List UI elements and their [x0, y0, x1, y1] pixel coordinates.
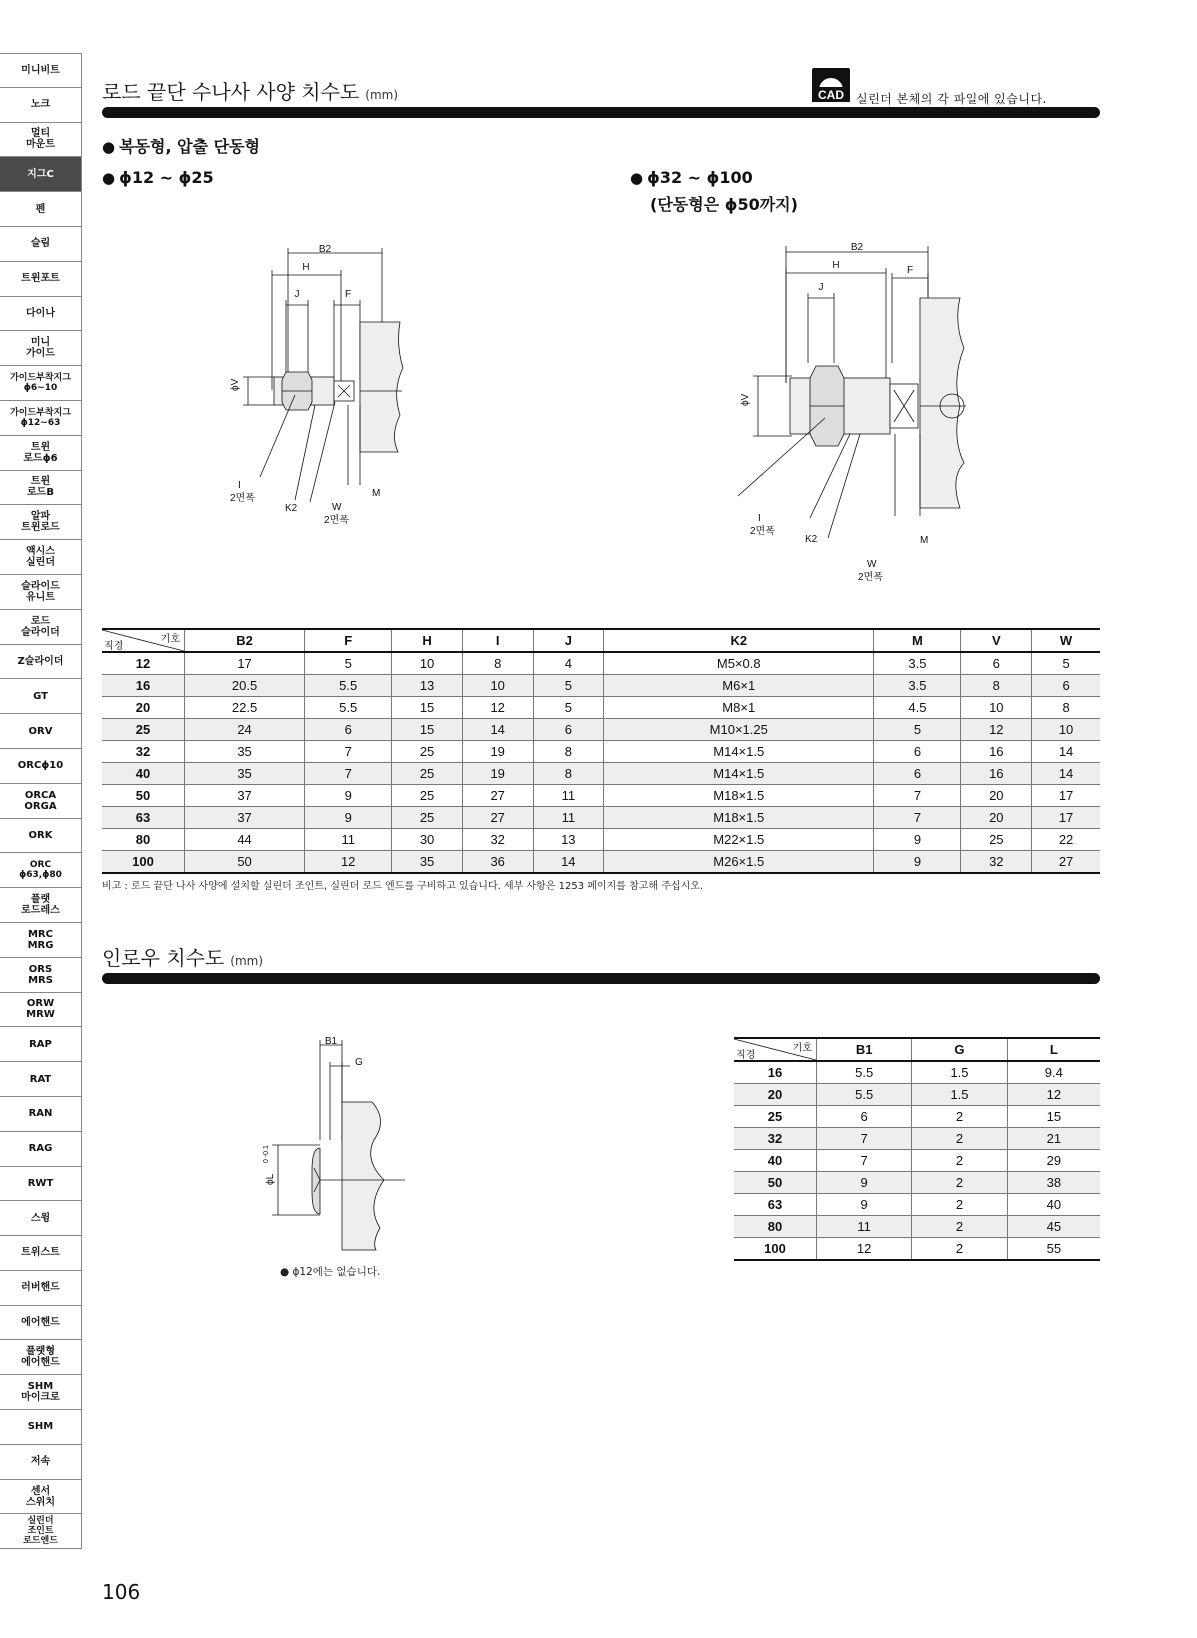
- table-cell: 5.5: [817, 1084, 912, 1106]
- column-header: G: [912, 1038, 1007, 1061]
- table-row: [102, 829, 1100, 851]
- table-cell: M18×1.5: [604, 807, 874, 829]
- table-row: [102, 807, 1100, 829]
- table-cell: 11: [817, 1216, 912, 1238]
- table-cell: M8×1: [604, 697, 874, 719]
- column-header: H: [392, 629, 463, 652]
- table-cell: 38: [1007, 1172, 1100, 1194]
- table-cell: 2: [912, 1150, 1007, 1172]
- table-cell: 44: [185, 829, 305, 851]
- table-row: [734, 1150, 1100, 1172]
- bore-size-cell: 63: [135, 810, 151, 825]
- dim-k2: K2: [285, 503, 298, 514]
- table-cell: 2: [912, 1172, 1007, 1194]
- right-variant-sublabel: (단동형은 ϕ50까지): [650, 195, 798, 214]
- table-cell: 1.5: [912, 1084, 1007, 1106]
- table-cell: 24: [185, 719, 305, 741]
- table-row: [734, 1194, 1100, 1216]
- sidebar-tab[interactable]: 노크: [0, 88, 82, 123]
- table-cell: M6×1: [604, 675, 874, 697]
- table-cell: 27: [462, 785, 533, 807]
- table-cell: 9: [817, 1172, 912, 1194]
- sidebar-tab[interactable]: 플랫형 에어핸드: [0, 1340, 82, 1375]
- section2-title: [102, 942, 263, 971]
- table-cell: 7: [874, 807, 961, 829]
- sidebar-tab[interactable]: 미니비트: [0, 53, 82, 88]
- table-cell: 9: [817, 1194, 912, 1216]
- cad-label: CAD: [818, 88, 844, 102]
- spigot-dimension-table: [734, 1037, 1100, 1261]
- table-header-row: [734, 1038, 1100, 1061]
- sidebar-tab[interactable]: SHM 마이크로: [0, 1375, 82, 1410]
- table-cell: 16: [961, 763, 1032, 785]
- table-cell: 20: [961, 785, 1032, 807]
- dim-l-tolerance: 0 -0.1: [263, 1145, 270, 1163]
- rod-end-diagram-large: [720, 238, 980, 588]
- table-cell: 4.5: [874, 697, 961, 719]
- table-cell: M14×1.5: [604, 741, 874, 763]
- table-row: [102, 675, 1100, 697]
- sidebar-tab[interactable]: 알파 트윈로드: [0, 505, 82, 540]
- sidebar-tab[interactable]: 펜: [0, 192, 82, 227]
- dim-i-sub-large: 2면폭: [750, 526, 775, 537]
- table-cell: 6: [961, 652, 1032, 675]
- bore-size-cell: 100: [132, 854, 154, 869]
- rod-end-dimension-table: [102, 628, 1100, 874]
- corner-top-label: 기호: [160, 634, 180, 645]
- table-cell: 55: [1007, 1238, 1100, 1261]
- table-cell: 27: [1032, 851, 1100, 874]
- table-cell: M18×1.5: [604, 785, 874, 807]
- table-cell: M22×1.5: [604, 829, 874, 851]
- table-cell: 35: [185, 763, 305, 785]
- table-cell: M26×1.5: [604, 851, 874, 874]
- sidebar-tab[interactable]: RAG: [0, 1132, 82, 1167]
- dim-i: I: [238, 480, 241, 491]
- sidebar-tab[interactable]: 지그C: [0, 157, 82, 192]
- table-row: [102, 741, 1100, 763]
- dim-w: W: [332, 502, 342, 513]
- sidebar-tab[interactable]: SHM: [0, 1410, 82, 1445]
- table-cell: 11: [533, 807, 604, 829]
- cad-note: 실린더 본체의 각 파일에 있습니다.: [856, 92, 1047, 106]
- table-cell: 6: [533, 719, 604, 741]
- bore-size-cell: 12: [135, 656, 151, 671]
- dim-g: G: [355, 1057, 363, 1068]
- table-cell: 19: [462, 741, 533, 763]
- table-cell: 13: [392, 675, 463, 697]
- table-cell: 19: [462, 763, 533, 785]
- table-cell: 17: [185, 652, 305, 675]
- corner-bottom-label: 직경: [104, 641, 124, 652]
- table-cell: 32: [961, 851, 1032, 874]
- sidebar-tab[interactable]: ORCA ORGA: [0, 784, 82, 819]
- note-bullet-icon: ●: [280, 1266, 293, 1278]
- dim-j: J: [294, 289, 300, 300]
- left-variant-label: ● ϕ12 ~ ϕ25: [102, 168, 214, 187]
- table-row: [734, 1128, 1100, 1150]
- table-row: [734, 1172, 1100, 1194]
- table-cell: 45: [1007, 1216, 1100, 1238]
- table-cell: 15: [392, 719, 463, 741]
- table-cell: 15: [392, 697, 463, 719]
- table-cell: 35: [185, 741, 305, 763]
- table-cell: 37: [185, 807, 305, 829]
- dim-f: F: [344, 289, 352, 300]
- table-cell: 30: [392, 829, 463, 851]
- sidebar-tab[interactable]: ORW MRW: [0, 993, 82, 1028]
- table-cell: 9: [874, 829, 961, 851]
- table-cell: 5: [1032, 652, 1100, 675]
- section1-title: [102, 76, 398, 105]
- right-variant-text: ϕ32 ~ ϕ100: [647, 168, 753, 187]
- table-cell: 16: [961, 741, 1032, 763]
- sidebar-tab[interactable]: 슬림: [0, 227, 82, 262]
- table-cell: 40: [1007, 1194, 1100, 1216]
- table-cell: 29: [1007, 1150, 1100, 1172]
- sidebar-tab[interactable]: ORS MRS: [0, 958, 82, 993]
- sidebar-tab[interactable]: GT: [0, 679, 82, 714]
- bore-size-cell: 20: [135, 700, 151, 715]
- sidebar-tab[interactable]: 트위스트: [0, 1236, 82, 1271]
- table-row: [102, 697, 1100, 719]
- sidebar-tab[interactable]: 저속: [0, 1445, 82, 1480]
- sidebar-tab[interactable]: 플랫 로드레스: [0, 888, 82, 923]
- spigot-note: [280, 1264, 380, 1279]
- column-header: L: [1007, 1038, 1100, 1061]
- sidebar-tab[interactable]: 에어핸드: [0, 1306, 82, 1341]
- dim-j-large: J: [818, 282, 824, 293]
- table-cell: 2: [912, 1128, 1007, 1150]
- table-cell: 9: [874, 851, 961, 874]
- table-row: [102, 851, 1100, 874]
- corner-top-label: 기호: [792, 1043, 812, 1054]
- bore-size-cell: 40: [767, 1153, 783, 1168]
- table-cell: 25: [392, 807, 463, 829]
- table-cell: 10: [961, 697, 1032, 719]
- table-row: [734, 1238, 1100, 1261]
- page-number: 106: [102, 1580, 141, 1604]
- column-header: B1: [817, 1038, 912, 1061]
- table-cell: 7: [874, 785, 961, 807]
- table-cell: 1.5: [912, 1061, 1007, 1084]
- sidebar-tab[interactable]: 트윈 로드ϕ6: [0, 436, 82, 471]
- sidebar-tab[interactable]: 로드 슬라이더: [0, 610, 82, 645]
- table-row: [734, 1106, 1100, 1128]
- table-cell: 12: [817, 1238, 912, 1261]
- table-cell: 11: [533, 785, 604, 807]
- table-cell: 8: [1032, 697, 1100, 719]
- table-cell: 22.5: [185, 697, 305, 719]
- table-header-row: [102, 629, 1100, 652]
- table-cell: 22: [1032, 829, 1100, 851]
- table-cell: 12: [305, 851, 392, 874]
- subtitle-bullet: ● 복동형, 압출 단동형: [102, 137, 260, 156]
- sidebar-tab[interactable]: ORK: [0, 819, 82, 854]
- sidebar-tab[interactable]: 실린더 조인트 로드엔드: [0, 1514, 82, 1549]
- table-cell: 7: [817, 1150, 912, 1172]
- table-row: [734, 1216, 1100, 1238]
- table-cell: 7: [305, 741, 392, 763]
- table-cell: 2: [912, 1106, 1007, 1128]
- dim-m-large: M: [920, 535, 929, 546]
- section1-rule: [102, 107, 1100, 118]
- table-cell: 5: [533, 697, 604, 719]
- sidebar-tab[interactable]: 트윈 로드B: [0, 471, 82, 506]
- table-cell: 8: [462, 652, 533, 675]
- table-row: [734, 1061, 1100, 1084]
- table-cell: 13: [533, 829, 604, 851]
- column-header: I: [462, 629, 533, 652]
- right-variant-label: ● ϕ32 ~ ϕ100: [630, 168, 753, 187]
- sidebar-tab[interactable]: 멀티 마운트: [0, 123, 82, 158]
- column-header: F: [305, 629, 392, 652]
- table-cell: 2: [912, 1194, 1007, 1216]
- dim-f-large: F: [906, 265, 914, 276]
- dim-m: M: [372, 488, 381, 499]
- column-header: K2: [604, 629, 874, 652]
- table-cell: 6: [1032, 675, 1100, 697]
- table-cell: 2: [912, 1238, 1007, 1261]
- table-cell: 25: [961, 829, 1032, 851]
- table-cell: 7: [305, 763, 392, 785]
- table-cell: 3.5: [874, 652, 961, 675]
- sidebar-tab[interactable]: ORCϕ10: [0, 749, 82, 784]
- table-cell: 9: [305, 785, 392, 807]
- bore-size-cell: 25: [135, 722, 151, 737]
- section2-title-text: 인로우 치수도: [102, 946, 225, 970]
- table-cell: 25: [392, 741, 463, 763]
- dim-w-sub: 2면폭: [324, 515, 349, 526]
- section1-unit: (mm): [365, 88, 399, 102]
- dim-w-sub-large: 2면폭: [858, 572, 883, 583]
- bore-size-cell: 25: [767, 1109, 783, 1124]
- table-cell: 17: [1032, 807, 1100, 829]
- table-cell: M5×0.8: [604, 652, 874, 675]
- table-cell: M10×1.25: [604, 719, 874, 741]
- bore-size-cell: 20: [767, 1087, 783, 1102]
- table-cell: 10: [462, 675, 533, 697]
- table-cell: 5.5: [305, 697, 392, 719]
- spigot-note-text: ϕ12에는 없습니다.: [292, 1266, 381, 1278]
- table-cell: 20: [961, 807, 1032, 829]
- table-cell: 21: [1007, 1128, 1100, 1150]
- table-cell: 14: [1032, 763, 1100, 785]
- table-cell: 15: [1007, 1106, 1100, 1128]
- table-cell: 7: [817, 1128, 912, 1150]
- table-cell: 12: [462, 697, 533, 719]
- dim-b2: B2: [318, 244, 332, 255]
- subtitle-text: 복동형, 압출 단동형: [119, 137, 260, 156]
- column-header: J: [533, 629, 604, 652]
- sidebar-nav: [0, 53, 82, 1549]
- bore-size-cell: 100: [764, 1241, 786, 1256]
- corner-bottom-label: 직경: [736, 1050, 756, 1061]
- table-row: [102, 763, 1100, 785]
- table-cell: 17: [1032, 785, 1100, 807]
- bore-size-cell: 16: [135, 678, 151, 693]
- table-cell: 14: [462, 719, 533, 741]
- table-cell: 25: [392, 763, 463, 785]
- bore-size-cell: 80: [767, 1219, 783, 1234]
- sidebar-tab[interactable]: RAP: [0, 1027, 82, 1062]
- sidebar-tab[interactable]: 가이드부착지그 ϕ12~63: [0, 401, 82, 436]
- table-cell: 50: [185, 851, 305, 874]
- bore-size-cell: 32: [767, 1131, 783, 1146]
- table-cell: 5: [874, 719, 961, 741]
- bore-size-cell: 50: [767, 1175, 783, 1190]
- table-row: [102, 652, 1100, 675]
- dim-v: ϕV: [230, 378, 241, 391]
- sidebar-tab[interactable]: 센서 스위치: [0, 1480, 82, 1515]
- table-cell: 10: [392, 652, 463, 675]
- table-cell: 3.5: [874, 675, 961, 697]
- section2-rule: [102, 973, 1100, 984]
- table-row: [734, 1084, 1100, 1106]
- column-header: M: [874, 629, 961, 652]
- table-cell: 8: [533, 763, 604, 785]
- sidebar-tab[interactable]: 가이드부착지그 ϕ6~10: [0, 366, 82, 401]
- table-cell: 12: [1007, 1084, 1100, 1106]
- table-cell: 14: [1032, 741, 1100, 763]
- bore-size-cell: 80: [135, 832, 151, 847]
- table-cell: 37: [185, 785, 305, 807]
- section2-unit: (mm): [230, 954, 264, 968]
- table-cell: 11: [305, 829, 392, 851]
- table-cell: 6: [874, 763, 961, 785]
- sidebar-tab[interactable]: RAT: [0, 1062, 82, 1097]
- dim-w-large: W: [867, 559, 877, 570]
- dim-h-large: H: [832, 260, 840, 271]
- dim-h: H: [302, 262, 310, 273]
- dim-b1: B1: [324, 1036, 338, 1047]
- table-cell: 5.5: [305, 675, 392, 697]
- table-cell: 9: [305, 807, 392, 829]
- rod-end-diagram-small: [220, 240, 430, 560]
- table-cell: 10: [1032, 719, 1100, 741]
- table-cell: 25: [392, 785, 463, 807]
- sidebar-tab[interactable]: 러버핸드: [0, 1271, 82, 1306]
- sidebar-tab[interactable]: RAN: [0, 1097, 82, 1132]
- dim-b2-large: B2: [850, 242, 864, 253]
- table-cell: 6: [874, 741, 961, 763]
- section1-title-text: 로드 끝단 수나사 사양 치수도: [102, 80, 360, 104]
- column-header: W: [1032, 629, 1100, 652]
- sidebar-tab[interactable]: 스윙: [0, 1201, 82, 1236]
- table-cell: 9.4: [1007, 1061, 1100, 1084]
- table-note: 비고 : 로드 끝단 나사 사양에 설치할 실린더 조인트, 실린더 로드 엔드를 구비하고 있습니다. 세부 사항은 1253 페이지를 참고해 주십시오.: [102, 881, 704, 892]
- dim-i-sub: 2면폭: [230, 493, 255, 504]
- sidebar-tab[interactable]: ORC ϕ63,ϕ80: [0, 853, 82, 888]
- table-cell: 12: [961, 719, 1032, 741]
- spigot-diagram: [260, 1030, 420, 1260]
- table-cell: 5: [305, 652, 392, 675]
- column-header: V: [961, 629, 1032, 652]
- dim-k2-large: K2: [805, 534, 818, 545]
- sidebar-tab[interactable]: 미니 가이드: [0, 331, 82, 366]
- bore-size-cell: 32: [135, 744, 151, 759]
- bore-size-cell: 63: [767, 1197, 783, 1212]
- dim-v-large: ϕV: [740, 393, 751, 406]
- table-cell: 2: [912, 1216, 1007, 1238]
- dim-i-large: I: [758, 513, 761, 524]
- left-variant-text: ϕ12 ~ ϕ25: [119, 168, 214, 187]
- bore-size-cell: 16: [767, 1065, 783, 1080]
- cad-icon: [812, 68, 850, 102]
- table-cell: 6: [305, 719, 392, 741]
- sidebar-tab[interactable]: Z슬라이더: [0, 645, 82, 680]
- sidebar-tab[interactable]: 액시스 실린더: [0, 540, 82, 575]
- table-cell: 5.5: [817, 1061, 912, 1084]
- table-row: [102, 785, 1100, 807]
- sidebar-tab[interactable]: 트윈포트: [0, 262, 82, 297]
- dim-l: ϕL: [265, 1173, 276, 1185]
- table-cell: 4: [533, 652, 604, 675]
- table-cell: 5: [533, 675, 604, 697]
- sidebar-tab[interactable]: 슬라이드 유니트: [0, 575, 82, 610]
- sidebar-tab[interactable]: 다이나: [0, 297, 82, 332]
- table-corner-cell: [734, 1038, 817, 1061]
- table-cell: 36: [462, 851, 533, 874]
- table-cell: 27: [462, 807, 533, 829]
- bore-size-cell: 50: [135, 788, 151, 803]
- sidebar-tab[interactable]: RWT: [0, 1167, 82, 1202]
- table-corner-cell: [102, 629, 185, 652]
- table-cell: 8: [533, 741, 604, 763]
- table-cell: M14×1.5: [604, 763, 874, 785]
- sidebar-tab[interactable]: ORV: [0, 714, 82, 749]
- column-header: B2: [185, 629, 305, 652]
- table-cell: 20.5: [185, 675, 305, 697]
- bore-size-cell: 40: [135, 766, 151, 781]
- table-cell: 32: [462, 829, 533, 851]
- sidebar-tab[interactable]: MRC MRG: [0, 923, 82, 958]
- table-cell: 8: [961, 675, 1032, 697]
- table-row: [102, 719, 1100, 741]
- table-cell: 14: [533, 851, 604, 874]
- table-cell: 6: [817, 1106, 912, 1128]
- table-cell: 35: [392, 851, 463, 874]
